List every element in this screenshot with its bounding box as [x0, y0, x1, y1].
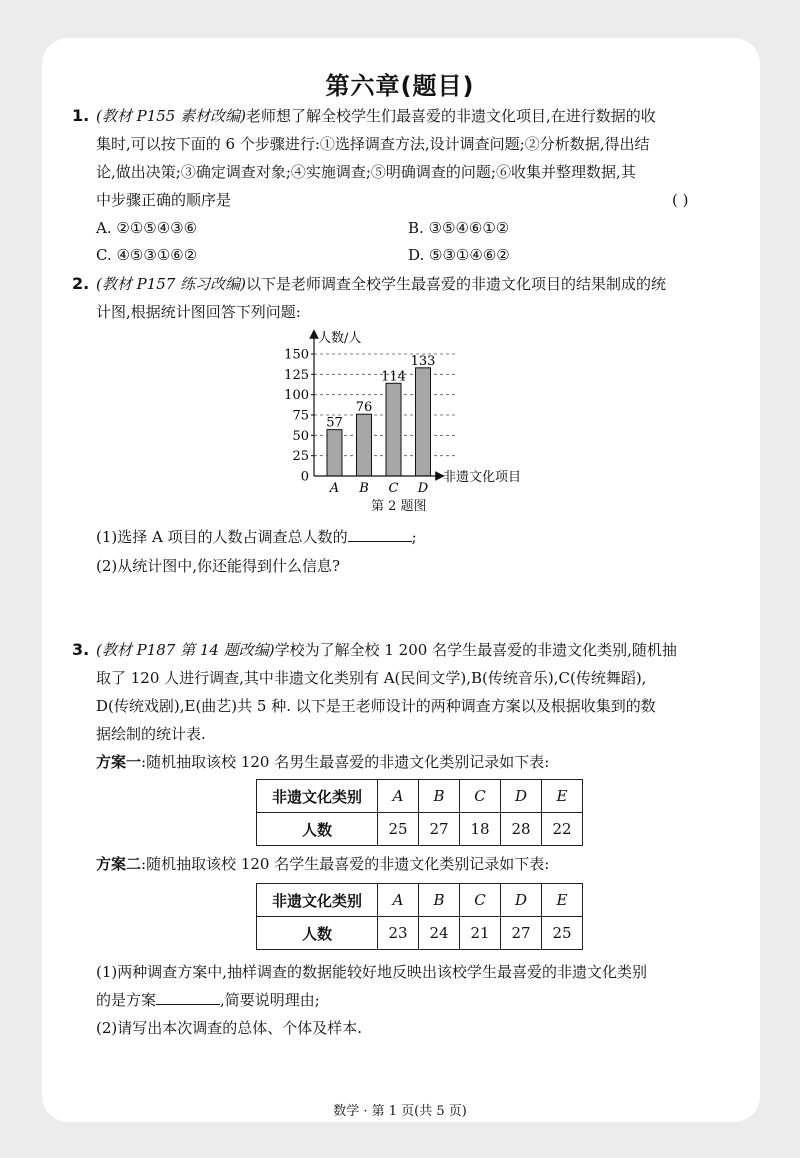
question-2-sub-2: (2)从统计图中,你还能得到什么信息?: [96, 557, 341, 575]
x-tick-label-a: A: [329, 481, 340, 496]
plan-2-category-d: D: [501, 884, 542, 917]
plan-2-category-c: C: [460, 884, 501, 917]
question-1-line-3: 论,做出决策;③确定调查对象;④实施调查;⑤明确调查的问题;⑥收集并整理数据,其: [96, 163, 636, 181]
question-1-option-a: A. ②①⑤④③⑥: [96, 219, 198, 237]
bar-value-label-a: 57: [326, 415, 343, 431]
plan-1-value-e: 22: [542, 813, 583, 846]
question-2-sub-1: [96, 527, 417, 547]
question-2-sub-1-text: (1)选择 A 项目的人数占调查总人数的: [96, 528, 348, 546]
bar-chart: [284, 326, 550, 496]
plan-1-category-e: E: [542, 780, 583, 813]
question-1-number: 1.: [72, 106, 90, 125]
question-3-number: 3.: [72, 640, 90, 659]
plan-2-value-d: 27: [501, 917, 542, 950]
question-1-line-1: [96, 106, 656, 126]
plan-1-value-d: 28: [501, 813, 542, 846]
question-1-answer-paren: ( ): [672, 191, 689, 209]
plan-2-line: [96, 854, 549, 874]
question-3-sub-1-line-1: (1)两种调查方案中,抽样调查的数据能较好地反映出该校学生最喜爱的非遗文化类别: [96, 963, 648, 981]
question-3-sub-1-line-2: [96, 990, 320, 1010]
question-3-sub-1-end: ,简要说明理由;: [220, 991, 320, 1009]
y-tick-label-50: 50: [292, 428, 309, 444]
question-1-line-4: 中步骤正确的顺序是: [96, 191, 232, 209]
y-tick-label-0: 0: [300, 469, 309, 485]
plan-2-table: [256, 883, 583, 950]
bar-value-label-b: 76: [355, 400, 373, 416]
plan-1-category-b: B: [419, 780, 460, 813]
bar-c: [386, 383, 401, 476]
answer-blank-3-1[interactable]: [156, 990, 220, 1005]
x-tick-label-d: D: [417, 481, 429, 496]
y-tick-label-25: 25: [292, 449, 309, 465]
plan-2-table-value-row: [257, 917, 583, 950]
y-tick-label-150: 150: [284, 347, 309, 363]
question-2-text-1: 以下是老师调查全校学生最喜爱的非遗文化项目的结果制成的统: [245, 275, 666, 293]
y-tick-label-75: 75: [292, 408, 309, 424]
plan-2-category-a: A: [378, 884, 419, 917]
question-1-source: (教材 P155 素材改编): [96, 107, 246, 125]
page-title: 第六章(题目): [325, 72, 475, 100]
x-axis-label: 非遗文化项目: [443, 470, 522, 485]
plan-1-table-row-label: 人数: [257, 813, 378, 846]
question-1-text-1: 老师想了解全校学生们最喜爱的非遗文化项目,在进行数据的收: [245, 107, 656, 125]
plan-1-table: [256, 779, 583, 846]
question-2-number: 2.: [72, 274, 90, 293]
plan-1-category-a: A: [378, 780, 419, 813]
x-tick-label-b: B: [359, 481, 369, 496]
plan-1-category-d: D: [501, 780, 542, 813]
plan-1-text: :随机抽取该校 120 名男生最喜爱的非遗文化类别记录如下表:: [141, 753, 550, 771]
question-2-sub-1-end: ;: [411, 528, 417, 546]
question-3-sub-2: (2)请写出本次调查的总体、个体及样本.: [96, 1019, 363, 1037]
question-1-option-c: C. ④⑤③①⑥②: [96, 246, 198, 264]
question-1-line-2: 集时,可以按下面的 6 个步骤进行:①选择调查方法,设计调查问题;②分析数据,得出结: [96, 135, 650, 153]
plan-1-line: [96, 752, 549, 772]
plan-2-table-row-label: 人数: [257, 917, 378, 950]
question-3-line-4: 据绘制的统计表.: [96, 725, 206, 743]
question-1-option-d: D. ⑤③①④⑥②: [408, 246, 510, 264]
plan-1-value-c: 18: [460, 813, 501, 846]
y-tick-label-100: 100: [284, 388, 309, 404]
y-tick-label-125: 125: [284, 367, 309, 383]
question-3-sub-1-text: 的是方案: [96, 991, 157, 1009]
plan-2-value-a: 23: [378, 917, 419, 950]
bar-d: [416, 368, 431, 476]
plan-1-label: 方案一: [96, 753, 142, 771]
x-tick-label-c: C: [388, 481, 399, 496]
plan-1-table-value-row: [257, 813, 583, 846]
plan-2-value-c: 21: [460, 917, 501, 950]
plan-2-text: :随机抽取该校 120 名学生最喜爱的非遗文化类别记录如下表:: [141, 855, 550, 873]
question-2-line-1: [96, 274, 666, 294]
plan-2-category-e: E: [542, 884, 583, 917]
plan-1-value-a: 25: [378, 813, 419, 846]
question-3-line-3: D(传统戏剧),E(曲艺)共 5 种. 以下是王老师设计的两种调查方案以及根据收集到的数: [96, 697, 656, 715]
plan-2-label: 方案二: [96, 855, 142, 873]
question-3-line-2: 取了 120 人进行调查,其中非遗文化类别有 A(民间文学),B(传统音乐),C(传统舞蹈),: [96, 669, 647, 687]
plan-1-table-header-row: [257, 780, 583, 813]
plan-1-table-head-label: 非遗文化类别: [257, 780, 378, 813]
question-2-line-2: 计图,根据统计图回答下列问题:: [96, 303, 301, 321]
plan-1-value-b: 27: [419, 813, 460, 846]
answer-blank-2-1[interactable]: [348, 527, 412, 542]
bar-a: [327, 430, 342, 476]
bar-value-label-c: 114: [381, 369, 406, 385]
figure-caption: 第 2 题图: [371, 499, 427, 514]
question-3-source: (教材 P187 第 14 题改编): [96, 641, 275, 659]
y-axis-label: 人数/人: [318, 331, 362, 346]
plan-1-category-c: C: [460, 780, 501, 813]
plan-2-value-e: 25: [542, 917, 583, 950]
page-footer: 数学 · 第 1 页(共 5 页): [333, 1104, 467, 1119]
question-2-source: (教材 P157 练习改编): [96, 275, 246, 293]
plan-2-category-b: B: [419, 884, 460, 917]
bar-b: [357, 414, 372, 476]
plan-2-value-b: 24: [419, 917, 460, 950]
question-3-line-1: [96, 640, 677, 660]
plan-2-table-head-label: 非遗文化类别: [257, 884, 378, 917]
plan-2-table-header-row: [257, 884, 583, 917]
question-1-option-b: B. ③⑤④⑥①②: [408, 219, 510, 237]
bar-value-label-d: 133: [410, 353, 436, 369]
question-3-text-1: 学校为了解全校 1 200 名学生最喜爱的非遗文化类别,随机抽: [274, 641, 677, 659]
